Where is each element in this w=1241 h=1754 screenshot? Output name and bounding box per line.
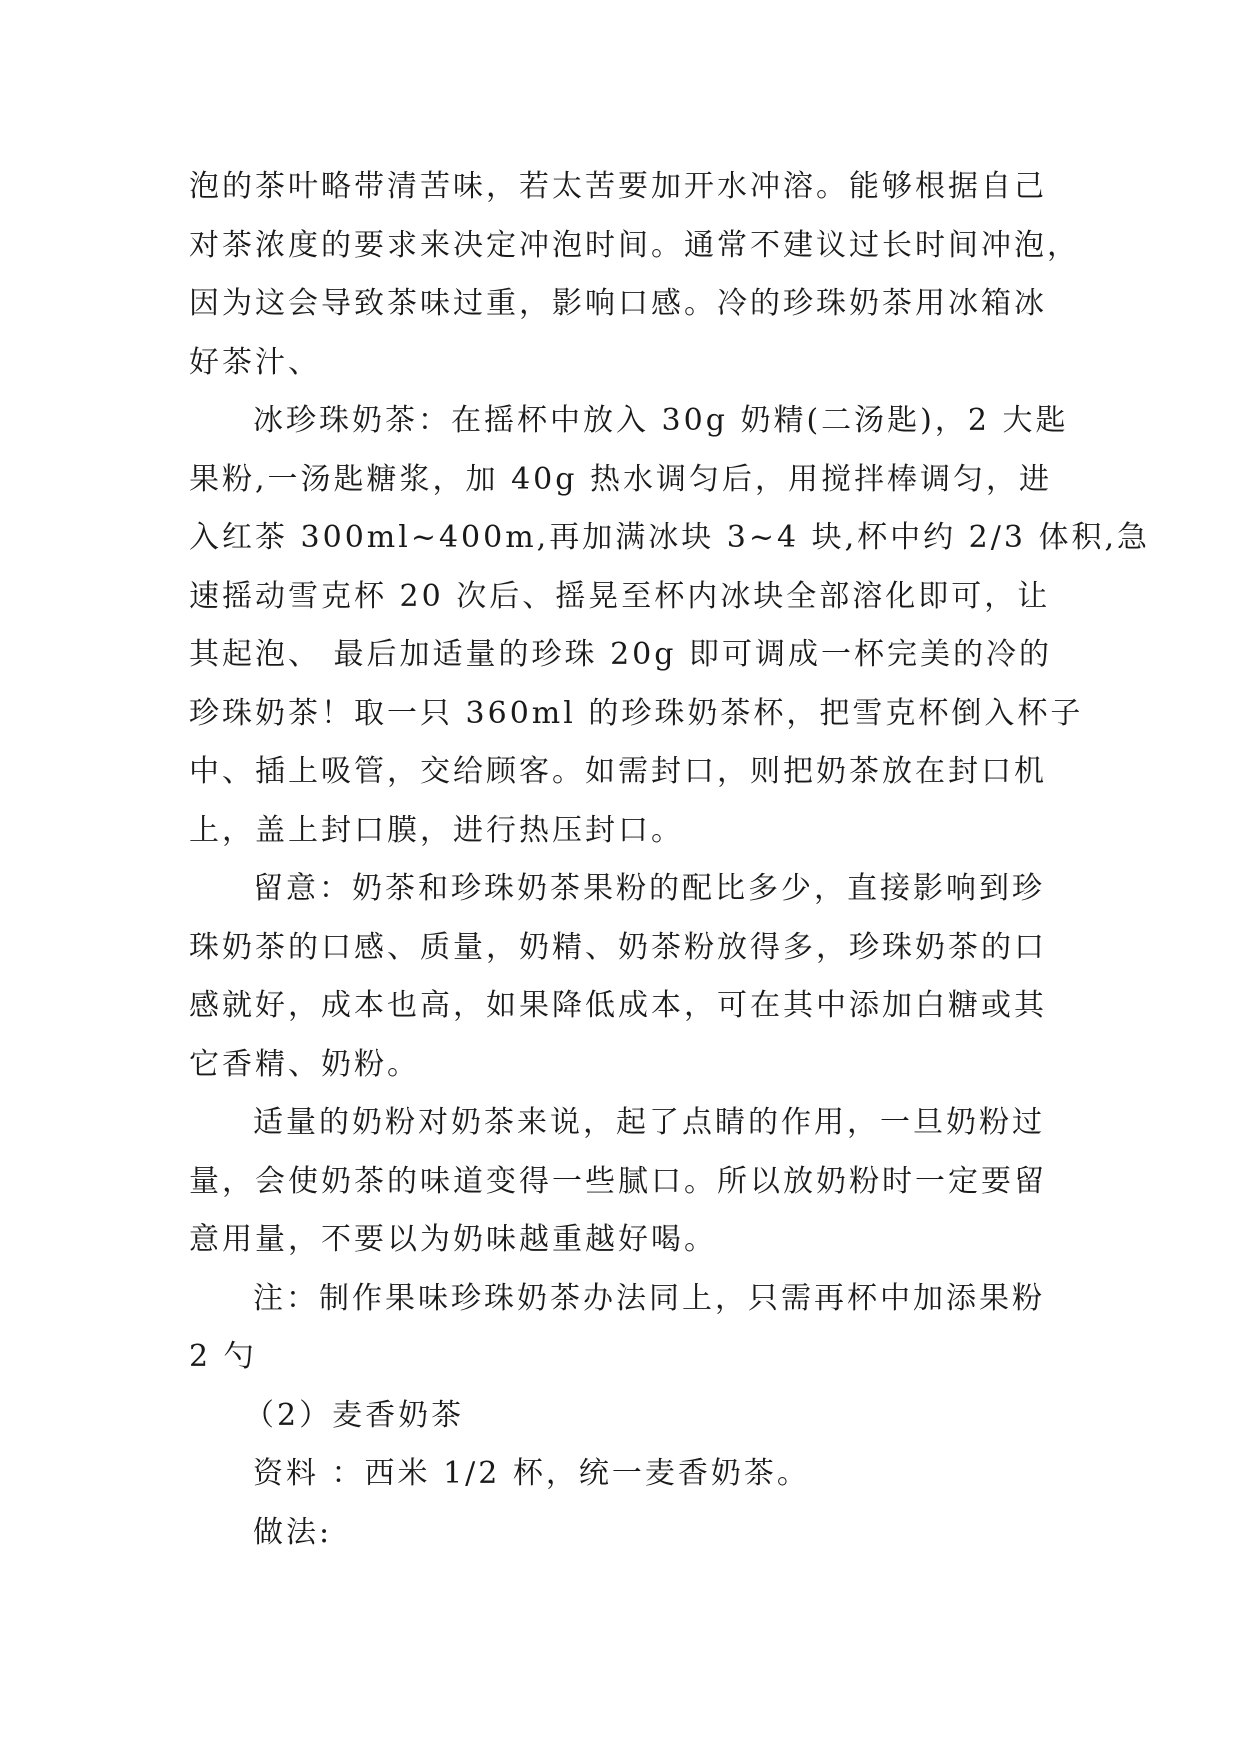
paragraph-start-line: 做法:: [253, 1514, 333, 1550]
text-line: 中、插上吸管，交给顾客。如需封口，则把奶茶放在封口机: [189, 754, 1047, 789]
paragraph-start-line: 冰珍珠奶茶：在摇杯中放入 30g 奶精(二汤匙)，2 大匙: [253, 403, 1069, 438]
text-line: 珍珠奶茶！取一只 360ml 的珍珠奶茶杯，把雪克杯倒入杯子: [189, 695, 1084, 731]
body-text: [189, 158, 1151, 1562]
text-line: 速摇动雪克杯 20 次后、摇晃至杯内冰块全部溶化即可，让: [189, 578, 1051, 614]
text-line: 珠奶茶的口感、质量，奶精、奶茶粉放得多，珍珠奶茶的口: [189, 929, 1047, 965]
text-line: 其起泡、 最后加适量的珍珠 20g 即可调成一杯完美的冷的: [189, 637, 1052, 672]
section-heading: （2）麦香奶茶: [244, 1397, 465, 1433]
text-line: 因为这会导致茶味过重，影响口感。冷的珍珠奶茶用冰箱冰: [189, 286, 1047, 321]
text-line: 2 勺: [189, 1339, 257, 1374]
paragraph-start-line: 留意：奶茶和珍珠奶茶果粉的配比多少，直接影响到珍: [253, 871, 1045, 906]
text-line: 泡的茶叶略带清苦味，若太苦要加开水冲溶。能够根据自己: [189, 169, 1047, 204]
text-line: 意用量，不要以为奶味越重越好喝。: [189, 1222, 717, 1257]
paragraph-start-line: 资料 ：西米 1/2 杯，统一麦香奶茶。: [253, 1456, 810, 1491]
text-line: 它香精、奶粉。: [189, 1046, 420, 1082]
paragraph-start-line: 适量的奶粉对奶茶来说，起了点睛的作用，一旦奶粉过: [253, 1105, 1045, 1140]
text-line: 上，盖上封口膜，进行热压封口。: [189, 812, 684, 848]
text-line: 入红茶 300ml~400m,再加满冰块 3~4 块,杯中约 2/3 体积,急: [189, 520, 1151, 555]
text-line: 好茶汁、: [189, 344, 321, 380]
text-line: 感就好，成本也高，如果降低成本，可在其中添加白糖或其: [189, 988, 1047, 1023]
text-line: 对茶浓度的要求来决定冲泡时间。通常不建议过长时间冲泡，: [189, 227, 1080, 263]
text-line: 量，会使奶茶的味道变得一些腻口。所以放奶粉时一定要留: [189, 1163, 1047, 1199]
text-line: 果粉,一汤匙糖浆，加 40g 热水调匀后，用搅拌棒调匀，进: [189, 461, 1052, 497]
paragraph-start-line: 注：制作果味珍珠奶茶办法同上，只需再杯中加添果粉: [253, 1280, 1045, 1316]
